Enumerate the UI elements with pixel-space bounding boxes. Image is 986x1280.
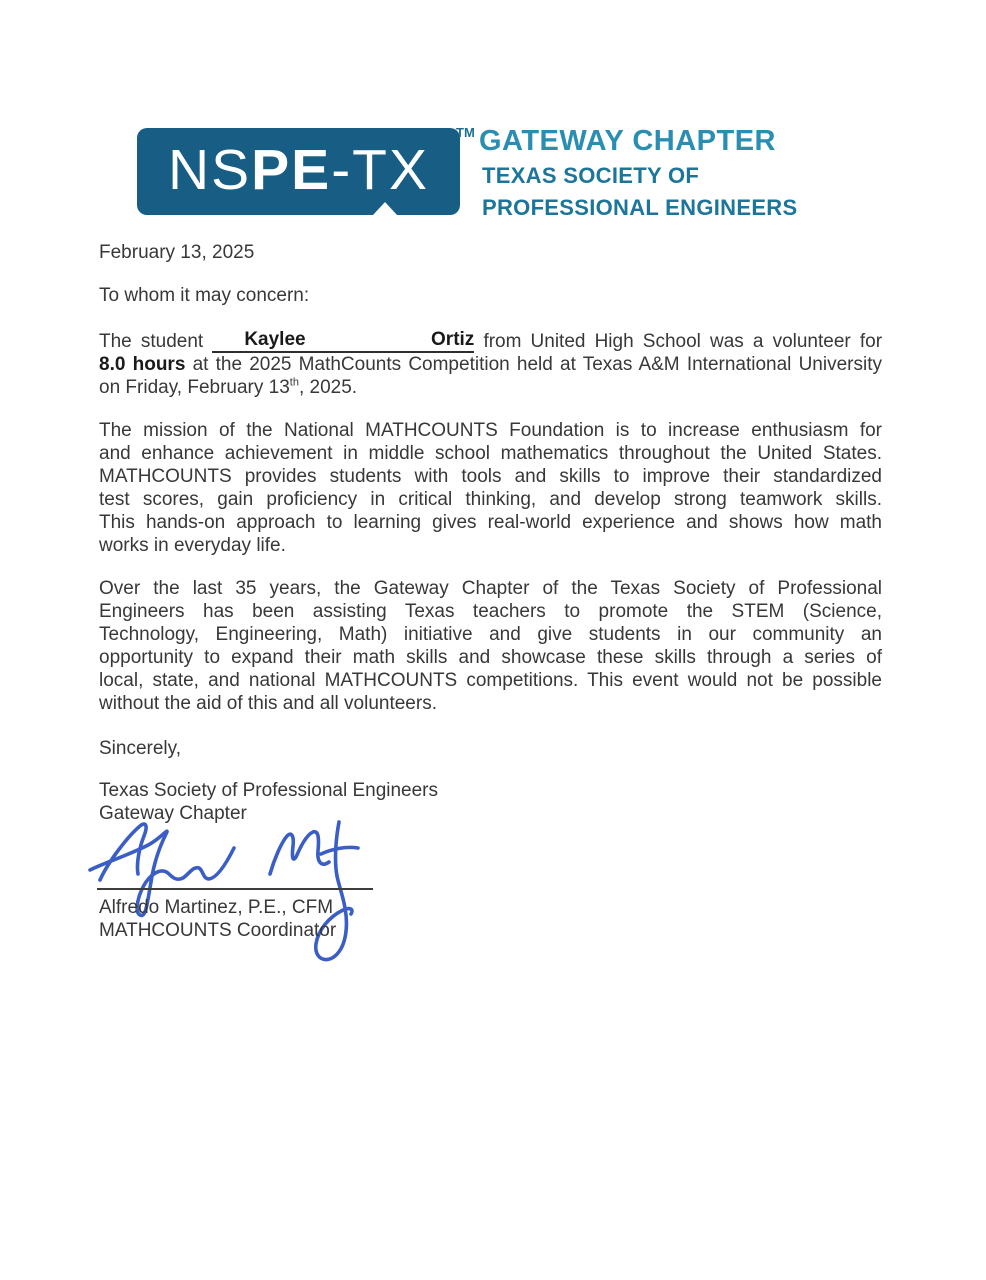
- logo-pe: PE: [251, 138, 332, 202]
- logo-ns: NS: [167, 138, 252, 202]
- p1-line1: [99, 329, 882, 353]
- p3-last-line: without the aid of this and all volunteers.: [99, 693, 437, 714]
- p1-line2: [99, 353, 882, 376]
- logo-pointer-notch: [373, 202, 397, 215]
- p1-line3: [99, 376, 882, 399]
- logo-wordmark: [167, 138, 430, 202]
- student-name: Kaylee Ortiz: [244, 329, 475, 350]
- letter-date: February 13, 2025: [99, 242, 255, 263]
- p2-last-line: works in everyday life.: [99, 535, 286, 556]
- p1-text-e: , 2025.: [298, 377, 358, 398]
- society-name-line2: PROFESSIONAL ENGINEERS: [482, 195, 798, 220]
- organization-block: [99, 779, 882, 825]
- date-ordinal: th: [289, 376, 299, 389]
- p2-line: MATHCOUNTS provides students with tools and skills to improve their standardized: [99, 466, 882, 487]
- society-name-line1: TEXAS SOCIETY OF: [482, 163, 700, 188]
- salutation: To whom it may concern:: [99, 285, 310, 306]
- p1-text-b: from United High School was a volunteer for: [483, 331, 883, 352]
- p1-text-a: The student: [99, 331, 204, 352]
- signer-name: Alfredo Martinez, P.E., CFM: [99, 897, 334, 918]
- signature-handwriting: [88, 810, 418, 970]
- p2-line: test scores, gain proficiency in critical thinking, and develop strong teamwork skills.: [99, 489, 882, 510]
- p1-text-d: on Friday, February 13: [99, 377, 290, 398]
- logo-tx: -TX: [331, 138, 430, 202]
- p3-line: local, state, and national MATHCOUNTS competitions. This event would not be possible: [99, 670, 882, 691]
- signature-line: [97, 888, 373, 890]
- paragraph-gateway-chapter: [99, 577, 882, 715]
- p3-line: opportunity to expand their math skills and showcase these skills through a series of: [99, 647, 882, 668]
- org-name: Texas Society of Professional Engineers: [99, 780, 439, 801]
- trademark-symbol: TM: [456, 125, 475, 140]
- chapter-title: GATEWAY CHAPTER: [479, 125, 777, 157]
- p3-line: Engineers has been assisting Texas teachers to promote the STEM (Science,: [99, 601, 882, 622]
- p3-line: Technology, Engineering, Math) initiative and give students in our community an: [99, 624, 882, 645]
- hours-value: 8.0 hours: [99, 354, 186, 375]
- p2-line: This hands-on approach to learning gives real-world experience and shows how math: [99, 512, 882, 533]
- p3-line: Over the last 35 years, the Gateway Chapter of the Texas Society of Professional: [99, 578, 882, 599]
- org-chapter: Gateway Chapter: [99, 803, 247, 824]
- paragraph-volunteer-details: [99, 329, 882, 399]
- p1-text-c: at the 2025 MathCounts Competition held at Texas A&M International University: [192, 354, 882, 375]
- paragraph-mathcounts-mission: [99, 419, 882, 557]
- nspe-tx-logo: [137, 128, 460, 215]
- p2-line: The mission of the National MATHCOUNTS Foundation is to increase enthusiasm for: [99, 420, 882, 441]
- closing: Sincerely,: [99, 738, 182, 759]
- p2-line: and enhance achievement in middle school mathematics throughout the United States.: [99, 443, 882, 464]
- signer-title: MATHCOUNTS Coordinator: [99, 920, 337, 941]
- student-name-blank: [212, 329, 474, 353]
